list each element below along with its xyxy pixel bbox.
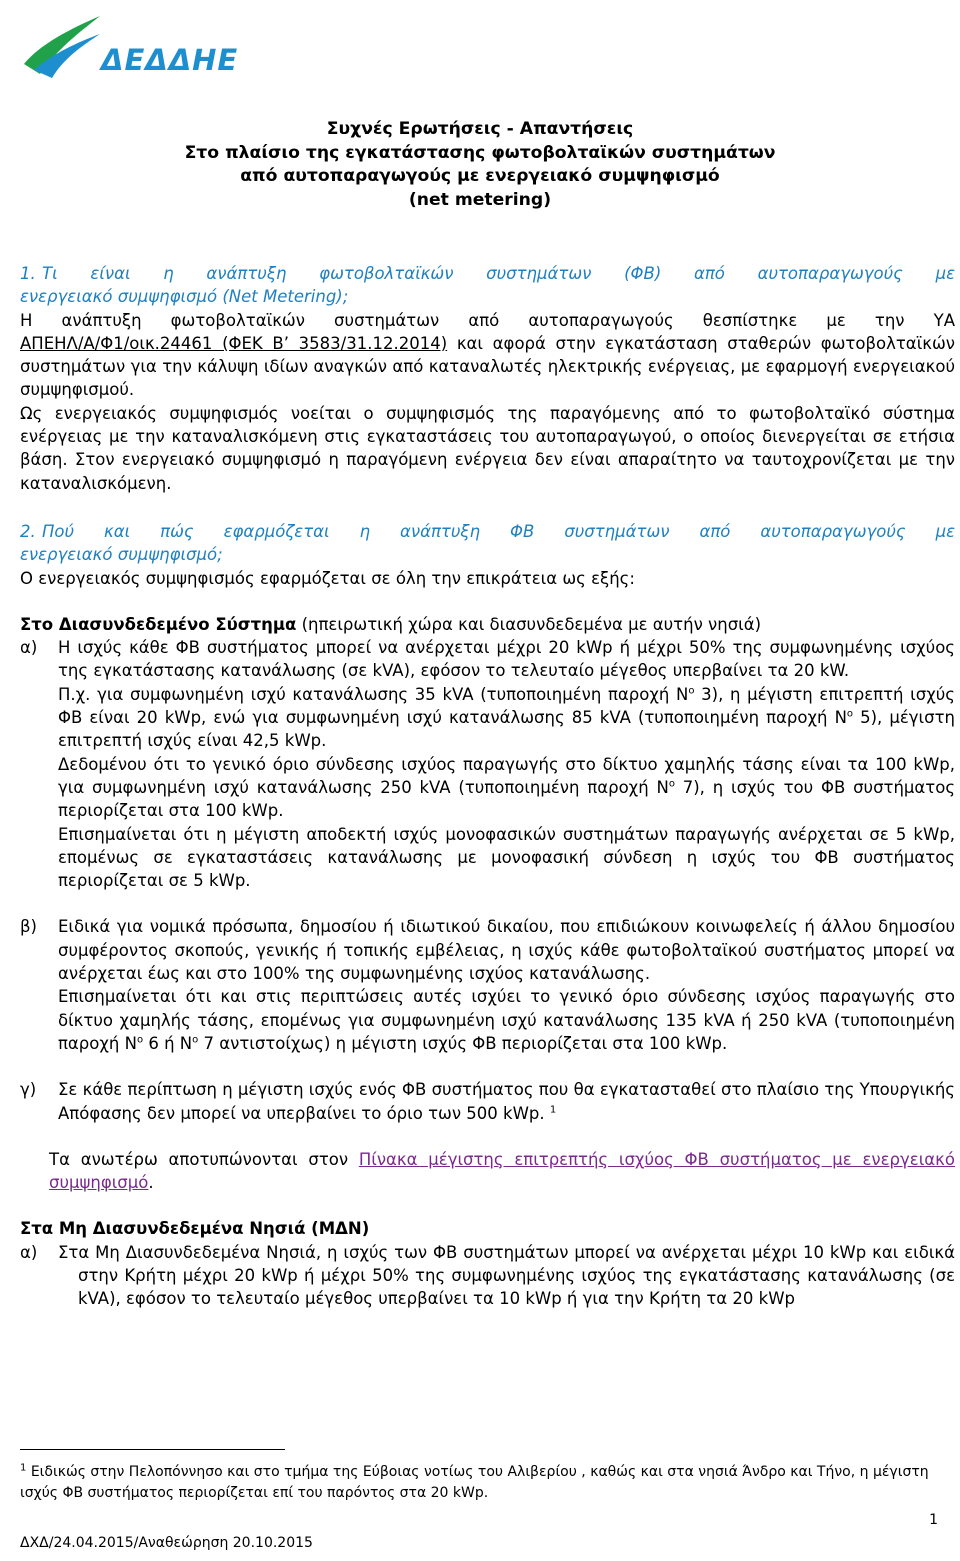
section-heading-interconnected	[20, 613, 955, 636]
footnote-number: 1	[20, 1462, 27, 1474]
answer-line: Η ανάπτυξη φωτοβολταϊκών συστημάτων από αυτοπαραγωγούς θεσπίστηκε με την ΥΑ	[20, 310, 955, 330]
regulation-reference: ΑΠΕΗΛ/Α/Φ1/οικ.24461 (ΦΕΚ Β’ 3583/31.12.2014)	[20, 333, 448, 353]
question-number: 1.	[20, 264, 36, 283]
item-a	[20, 636, 955, 892]
title-line: από αυτοπαραγωγούς με ενεργειακό συμψηφισμό	[240, 166, 720, 186]
answer-text: και αφορά στην εγκατάσταση σταθερών φωτοβολταϊκών συστημάτων για την κάλυψη ιδίων αναγκών από καταναλωτές ηλεκτρικής ενέργειας, με εφαρμογή ενεργειακού συμψηφισμού.	[20, 333, 955, 400]
item-label: α)	[20, 1242, 38, 1262]
question-text: Πού και πώς εφαρμόζεται η ανάπτυξη ΦΒ συστημάτων από αυτοπαραγωγούς με	[42, 522, 955, 541]
section-heading-non-interconnected	[20, 1217, 955, 1240]
answer-paragraph: Ως ενεργειακός συμψηφισμός νοείται ο συμψηφισμός της παραγόμενης από το φωτοβολταϊκό σύστημα ενέργειας με την καταναλισκόμενη στις εγκαταστάσεις του αυτοπαραγωγού, ο οποίος διενεργείται σε ετήσια βάση. Στον ενεργειακό συμψηφισμό η παραγόμενη ενέργεια δεν είναι απαραίτητο να ταυτοχρονίζεται με την καταναλισκόμενη.	[20, 403, 955, 493]
question-number: 2.	[20, 522, 36, 541]
question-text-cont: ενεργειακό συμψηφισμό (Net Metering);	[20, 287, 349, 307]
footnote-separator	[20, 1449, 285, 1450]
company-logo	[20, 12, 250, 78]
max-power-table-link[interactable]: Πίνακα μέγιστης επιτρεπτής ισχύος ΦΒ συστήματος με ενεργειακό συμψηφισμό	[49, 1149, 955, 1193]
title-line: (net metering)	[408, 189, 552, 210]
item-ni-a	[20, 1241, 955, 1311]
question-text-cont: ενεργειακό συμψηφισμό;	[20, 545, 223, 565]
title-line: Στο πλαίσιο της εγκατάστασης φωτοβολταϊκών συστημάτων	[184, 142, 776, 163]
logo-wordmark: ΔΕΔΔΗΕ	[101, 43, 239, 77]
footnote-text: Ειδικώς στην Πελοπόννησο και στο τμήμα της Εύβοιας νοτίως του Αλιβερίου , καθώς και στα νησιά Άνδρο και Τήνο, η μέγιστη ισχύς ΦΒ συστήματος περιορίζεται επί του παρόντος στα 20 kWp.	[20, 1464, 929, 1501]
footnote-ref[interactable]: 1	[549, 1104, 557, 1116]
footnote	[20, 1462, 940, 1504]
section-heading: Στο Διασυνδεδεμένο Σύστημα	[20, 614, 297, 634]
question-heading	[20, 520, 955, 543]
item-note: Επισημαίνεται ότι η μέγιστη αποδεκτή ισχύς μονοφασικών συστημάτων παραγωγής ανέρχεται σε 5 kWp, επομένως σε εγκαταστάσεις κατανάλωσης με μονοφασική σύνδεση η ισχύς του ΦΒ συστήματος περιορίζεται σε 5 kWp.	[58, 824, 955, 891]
document-title	[0, 118, 960, 212]
question-2	[20, 520, 955, 1311]
question-1	[20, 262, 955, 495]
page-number: 1	[929, 1512, 938, 1528]
section-heading: Στα Μη Διασυνδεδεμένα Νησιά (ΜΔΝ)	[20, 1219, 370, 1239]
item-note: Δεδομένου ότι το γενικό όριο σύνδεσης ισχύος παραγωγής στο δίκτυο χαμηλής τάσης είναι τα 100 kWp, για συμφωνημένη ισχύ κατανάλωσης 250 kVA (τυποποιημένη παροχή $N^o$ 7), η ισχύς του ΦΒ συστήματος περιορίζεται στα 100 kWp.	[58, 754, 956, 821]
document-reference: ΔΧΔ/24.04.2015/Αναθεώρηση 20.10.2015	[20, 1535, 313, 1551]
item-note: Επισημαίνεται ότι και στις περιπτώσεις αυτές ισχύει το γενικό όριο σύνδεσης ισχύος παραγωγής στο δίκτυο χαμηλής τάσης, επομένως για συμφωνημένη ισχύ κατανάλωσης 135 kVA ή 250 kVA (τυποποιημένη παροχή $N^o$ 6 ή $N^o$ 7 αντιστοίχως) η μέγιστη ισχύς ΦΒ περιορίζεται στα 100 kWp.	[58, 987, 955, 1053]
question-heading	[20, 262, 955, 285]
item-text: Σε κάθε περίπτωση η μέγιστη ισχύς ενός ΦΒ συστήματος που θα εγκατασταθεί στο πλαίσιο της Υπουργικής Απόφασης δεν μπορεί να υπερβαίνει το όριο των 500 kWp. $^1$	[58, 1080, 955, 1123]
title-line: Συχνές Ερωτήσεις - Απαντήσεις	[326, 119, 634, 139]
item-c	[20, 1078, 955, 1125]
answer-intro: Ο ενεργειακός συμψηφισμός εφαρμόζεται σε όλη την επικράτεια ως εξής:	[20, 568, 635, 588]
summary-paragraph: Τα ανωτέρω αποτυπώνονται στον Πίνακα μέγιστης επιτρεπτής ισχύος ΦΒ συστήματος με ενεργειακό συμψηφισμό.	[49, 1149, 955, 1193]
item-text: Η ισχύς κάθε ΦΒ συστήματος μπορεί να ανέρχεται μέχρι 20 kWp ή μέχρι 50% της συμφωνημένης ισχύος της εγκατάστασης κατανάλωσης (σε kVA), εφόσον το τελευταίο μέγεθος υπερβαίνει τα 20 kW.	[58, 638, 955, 681]
answer-paragraph	[20, 332, 955, 402]
item-example: Π.χ. για συμφωνημένη ισχύ κατανάλωσης 35 kVA (τυποποιημένη παροχή $N^o$ 3), η μέγιστη επιτρεπτή ισχύς ΦΒ είναι 20 kWp, ενώ για συμφωνημένη ισχύ κατανάλωσης 85 kVA (τυποποιημένη παροχή $N^o$ 5), μέγιστη επιτρεπτή ισχύς είναι 42,5 kWp.	[58, 684, 955, 751]
item-label: β)	[20, 917, 37, 937]
item-label: γ)	[20, 1080, 37, 1100]
item-label: α)	[20, 638, 38, 658]
section-note: (ηπειρωτική χώρα και διασυνδεδεμένα με αυτήν νησιά)	[296, 614, 762, 634]
item-text: Ειδικά για νομικά πρόσωπα, δημοσίου ή ιδιωτικού δικαίου, που επιδιώκουν κοινωφελείς ή άλλου δημοσίου συμφέροντος σκοπούς, γενικής ή τοπικής εμβέλειας, η ισχύς κάθε φωτοβολταϊκού συστήματος μπορεί να ανέρχεται έως και στο 100% της συμφωνημένης ισχύος κατανάλωσης.	[58, 917, 955, 984]
question-text: Τι είναι η ανάπτυξη φωτοβολταϊκών συστημάτων (ΦΒ) από αυτοπαραγωγούς με	[42, 264, 955, 283]
item-b	[20, 915, 955, 1055]
item-text: Στα Μη Διασυνδεδεμένα Νησιά, η ισχύς των ΦΒ συστημάτων μπορεί να ανέρχεται μέχρι 10 kWp και ειδικά στην Κρήτη μέχρι 20 kWp ή μέχρι 50% της συμφωνημένης ισχύος της εγκατάστασης κατανάλωσης (σε kVA), εφόσον το τελευταίο μέγεθος υπερβαίνει τα 10 kWp ή για την Κρήτη τα 20 kWp	[58, 1242, 955, 1309]
